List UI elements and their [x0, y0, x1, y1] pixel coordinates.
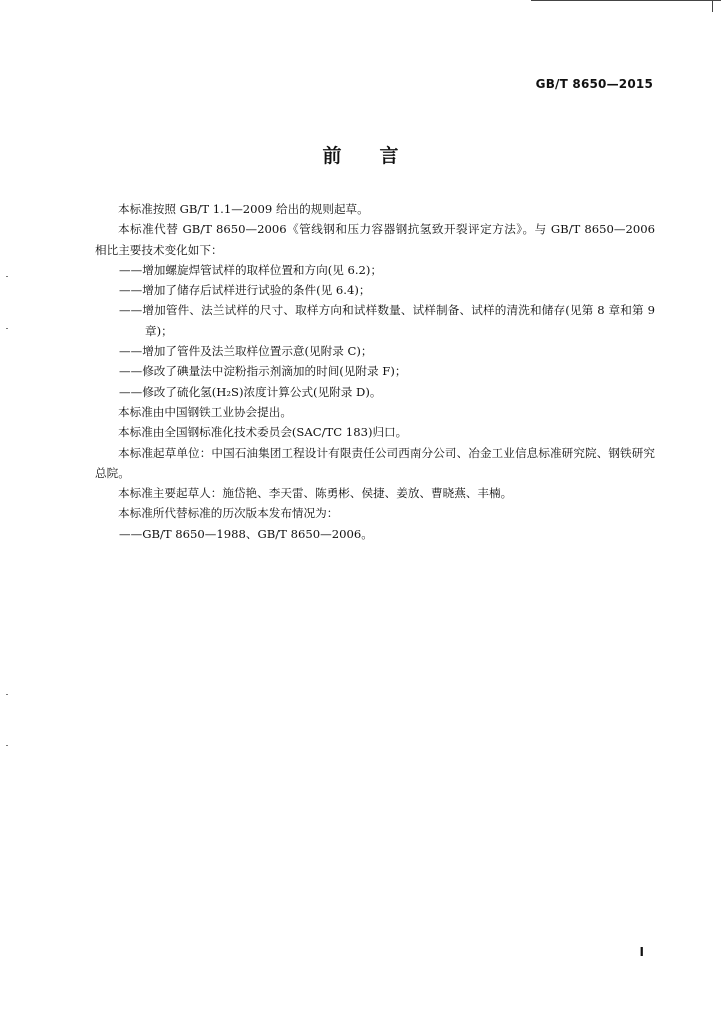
change-list-item: ——增加管件、法兰试样的尺寸、取样方向和试样数量、试样制备、试样的清洗和储存(见第 8 章和第 9 章)； — [119, 303, 655, 338]
change-list-item: ——修改了碘量法中淀粉指示剂滴加的时间(见附录 F)； — [119, 364, 407, 379]
preface-paragraph: 本标准主要起草人：施岱艳、李天雷、陈勇彬、侯捷、姜放、曹晓燕、丰楠。 — [118, 486, 513, 501]
preface-body — [95, 199, 655, 544]
preface-paragraph: 本标准由中国钢铁工业协会提出。 — [118, 404, 292, 419]
preface-paragraph: 本标准由全国钢标准化技术委员会(SAC/TC 183)归口。 — [118, 425, 408, 440]
change-list-item: ——增加了储存后试样进行试验的条件(见 6.4)； — [119, 283, 371, 298]
top-edge-rule — [531, 0, 721, 1]
preface-paragraph: 本标准所代替标准的历次版本发布情况为： — [118, 506, 339, 521]
scan-speck — [6, 694, 8, 695]
standard-code-header: GB/T 8650—2015 — [535, 77, 653, 91]
top-edge-mark — [712, 0, 713, 12]
preface-paragraph: 本标准代替 GB/T 8650—2006《管线钢和压力容器钢抗氢致开裂评定方法》。与 GB/T 8650—2006 相比主要技术变化如下： — [95, 222, 655, 257]
change-list-item: ——增加螺旋焊管试样的取样位置和方向(见 6.2)； — [119, 262, 383, 277]
change-list-item: ——修改了硫化氢(H₂S)浓度计算公式(见附录 D)。 — [119, 384, 382, 399]
change-list-item: ——增加了管件及法兰取样位置示意(见附录 C)； — [119, 344, 373, 359]
change-list-item: ——GB/T 8650—1988、GB/T 8650—2006。 — [119, 526, 373, 541]
scan-speck — [6, 276, 8, 277]
scan-speck — [6, 745, 8, 746]
preface-paragraph: 本标准起草单位：中国石油集团工程设计有限责任公司西南分公司、冶金工业信息标准研究院、钢铁研究总院。 — [95, 445, 655, 480]
preface-paragraph: 本标准按照 GB/T 1.1—2009 给出的规则起草。 — [118, 202, 369, 216]
page-number: Ⅰ — [639, 945, 644, 959]
scan-speck — [6, 328, 8, 329]
section-title: 前言 — [322, 145, 437, 167]
